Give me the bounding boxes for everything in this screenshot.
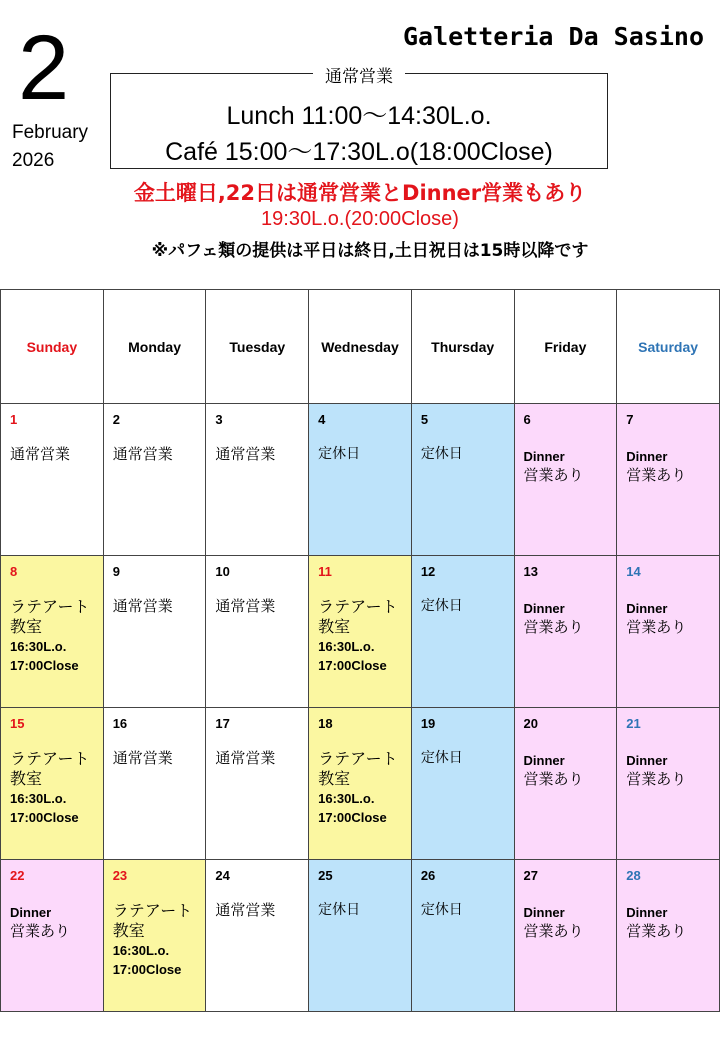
weekday-sunday: Sunday: [1, 290, 104, 404]
hours-box: [110, 67, 608, 169]
day-status-line: 定休日: [318, 902, 361, 918]
day-cell-12: [411, 556, 514, 708]
parfait-notice: ※パフェ類の提供は平日は終日,土日祝日は15時以降です: [151, 241, 589, 261]
shop-name: Galetteria Da Sasino: [402, 22, 704, 51]
day-number: 4: [318, 412, 326, 427]
day-cell-2: [103, 404, 206, 556]
day-status-line: 定休日: [420, 902, 463, 918]
month-number: 2: [18, 17, 70, 119]
calendar-grid: [0, 289, 720, 1012]
day-number: 10: [215, 564, 230, 579]
day-number: 1: [10, 412, 18, 427]
day-number: 24: [215, 868, 230, 883]
day-cell-24: [206, 860, 309, 1012]
day-cell-28: [617, 860, 720, 1012]
day-status-line: 営業あり: [626, 466, 687, 484]
day-cell-10: [206, 556, 309, 708]
day-cell-16: [103, 708, 206, 860]
day-status: [421, 445, 514, 464]
day-status: [626, 599, 719, 637]
day-status-line: 16:30L.o.: [318, 639, 375, 654]
day-status-line: Dinner: [626, 905, 668, 920]
day-status-line: 通常営業: [215, 597, 276, 615]
day-status-line: 営業あり: [626, 618, 687, 636]
day-status-line: 教室: [318, 617, 351, 636]
day-status: [10, 597, 103, 675]
day-status-line: 17:00Close: [112, 962, 182, 977]
day-cell-22: [1, 860, 104, 1012]
day-status-line: 通常営業: [215, 901, 276, 919]
day-number: 18: [318, 716, 333, 731]
weekday-wednesday: Wednesday: [309, 290, 412, 404]
day-cell-1: [1, 404, 104, 556]
day-cell-26: [411, 860, 514, 1012]
day-status-line: Dinner: [626, 449, 668, 464]
day-status: [421, 749, 514, 768]
dinner-days-notice: 金土曜日,22日は通常営業とDinner営業もあり: [133, 181, 587, 205]
day-cell-7: [617, 404, 720, 556]
day-number: 16: [112, 716, 128, 731]
day-cell-6: [514, 404, 617, 556]
day-status-line: 定休日: [318, 446, 361, 462]
day-status: [524, 903, 617, 941]
day-status: [10, 749, 103, 827]
weekday-header-row: [1, 290, 720, 404]
day-cell-14: [617, 556, 720, 708]
day-status-line: 通常営業: [215, 749, 276, 767]
day-number: 19: [420, 716, 436, 731]
day-status-line: 17:00Close: [318, 810, 387, 825]
day-status-line: 教室: [10, 617, 43, 636]
day-status-line: Dinner: [523, 449, 565, 464]
day-status: [113, 445, 206, 464]
day-number: 23: [112, 868, 128, 883]
day-status-line: ラテアート: [318, 749, 398, 768]
day-status-line: 営業あり: [523, 770, 584, 788]
day-status-line: 通常営業: [215, 445, 276, 463]
day-status-line: 営業あり: [10, 922, 71, 940]
day-status-line: 通常営業: [112, 597, 173, 615]
day-cell-8: [1, 556, 104, 708]
day-status-line: Dinner: [10, 905, 52, 920]
day-number: 26: [420, 868, 436, 883]
day-status-line: 16:30L.o.: [10, 639, 67, 654]
day-status: [318, 749, 411, 827]
day-number: 5: [420, 412, 429, 427]
day-status-line: 17:00Close: [318, 658, 387, 673]
dinner-hours-notice: 19:30L.o.(20:00Close): [261, 208, 459, 230]
day-number: 11: [318, 564, 332, 579]
day-number: 25: [318, 868, 333, 883]
day-status-line: Dinner: [523, 601, 565, 616]
day-status-line: Dinner: [626, 753, 668, 768]
day-status-line: 16:30L.o.: [112, 943, 170, 958]
day-number: 28: [626, 868, 641, 883]
day-number: 2: [112, 412, 120, 427]
day-number: 22: [10, 868, 25, 883]
day-number: 6: [523, 412, 531, 427]
day-status: [421, 901, 514, 920]
lunch-hours: Lunch 11:00～14:30L.o.: [226, 102, 492, 130]
day-status-line: 教室: [112, 921, 145, 940]
day-status-line: ラテアート: [112, 901, 193, 920]
day-number: 7: [626, 412, 634, 427]
day-number: 27: [523, 868, 538, 883]
day-number: 21: [626, 716, 641, 731]
day-status: [318, 901, 411, 920]
weekday-friday: Friday: [514, 290, 617, 404]
day-status-line: 通常営業: [112, 445, 173, 463]
day-cell-23: [103, 860, 206, 1012]
day-status-line: 通常営業: [112, 749, 173, 767]
year: 2026: [12, 150, 55, 171]
day-status: [215, 901, 308, 920]
day-status-line: 定休日: [420, 446, 463, 462]
calendar-body: [1, 404, 720, 1012]
day-status-line: Dinner: [523, 753, 565, 768]
day-status-line: 教室: [10, 769, 43, 788]
day-status-line: 16:30L.o.: [318, 791, 375, 806]
day-status-line: 17:00Close: [10, 810, 79, 825]
day-status-line: 営業あり: [523, 922, 584, 940]
day-status: [524, 447, 617, 485]
day-status: [113, 597, 206, 616]
day-status: [524, 751, 617, 789]
day-cell-19: [411, 708, 514, 860]
day-number: 14: [626, 564, 641, 579]
day-status: [318, 597, 411, 675]
day-status-line: 営業あり: [626, 922, 687, 940]
day-status-line: 教室: [318, 769, 351, 788]
day-status-line: 定休日: [420, 750, 463, 766]
weekday-monday: Monday: [103, 290, 206, 404]
day-status-line: 16:30L.o.: [10, 791, 67, 806]
day-number: 8: [10, 564, 18, 579]
day-status: [626, 903, 719, 941]
day-cell-25: [309, 860, 412, 1012]
calendar-week-row: [1, 708, 720, 860]
calendar-week-row: [1, 404, 720, 556]
day-number: 13: [523, 564, 538, 579]
weekday-thursday: Thursday: [411, 290, 514, 404]
day-cell-9: [103, 556, 206, 708]
calendar-week-row: [1, 860, 720, 1012]
day-status-line: 定休日: [420, 598, 463, 614]
day-cell-27: [514, 860, 617, 1012]
day-status-line: ラテアート: [10, 597, 90, 616]
day-number: 3: [215, 412, 223, 427]
day-status-line: 営業あり: [523, 466, 584, 484]
day-status: [215, 445, 308, 464]
day-cell-18: [309, 708, 412, 860]
day-status: [626, 751, 719, 789]
day-cell-13: [514, 556, 617, 708]
day-cell-4: [309, 404, 412, 556]
day-cell-21: [617, 708, 720, 860]
day-status-line: 17:00Close: [10, 658, 79, 673]
day-cell-17: [206, 708, 309, 860]
month-name: February: [12, 122, 89, 143]
cafe-hours: Café 15:00～17:30L.o(18:00Close): [165, 138, 553, 166]
day-status: [10, 445, 103, 464]
day-status: [421, 597, 514, 616]
day-status-line: 通常営業: [10, 445, 71, 463]
day-cell-20: [514, 708, 617, 860]
day-status: [524, 599, 617, 637]
day-status-line: ラテアート: [10, 749, 90, 768]
day-number: 20: [523, 716, 538, 731]
day-status: [215, 597, 308, 616]
day-status-line: 営業あり: [523, 618, 584, 636]
day-number: 15: [10, 716, 25, 731]
day-status-line: ラテアート: [318, 597, 398, 616]
day-status-line: Dinner: [626, 601, 668, 616]
day-status-line: 営業あり: [626, 770, 687, 788]
day-status: [215, 749, 308, 768]
day-number: 12: [420, 564, 436, 579]
day-number: 17: [215, 716, 230, 731]
calendar-week-row: [1, 556, 720, 708]
day-cell-15: [1, 708, 104, 860]
day-number: 9: [112, 564, 120, 579]
hours-title: 通常営業: [313, 62, 405, 87]
day-cell-5: [411, 404, 514, 556]
day-cell-3: [206, 404, 309, 556]
day-status: [626, 447, 719, 485]
day-status: [113, 749, 206, 768]
weekday-tuesday: Tuesday: [206, 290, 309, 404]
day-status: [113, 901, 206, 979]
day-status-line: Dinner: [523, 905, 565, 920]
day-status: [10, 903, 103, 941]
day-status: [318, 445, 411, 464]
day-cell-11: [309, 556, 412, 708]
weekday-saturday: Saturday: [617, 290, 720, 404]
